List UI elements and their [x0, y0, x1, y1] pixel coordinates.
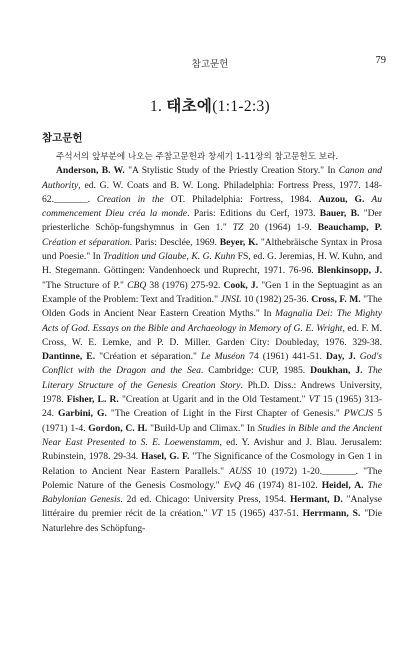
bibliography-body	[42, 150, 382, 536]
chapter-title-text: 태초에	[166, 98, 213, 115]
running-head: 참고문헌	[191, 60, 229, 70]
page-header	[0, 56, 420, 72]
page-number: 79	[375, 55, 386, 66]
section-heading: 참고문헌	[42, 132, 83, 144]
bibliography-entries: Anderson, B. W. "A Stylistic Study of the Priestly Creation Story." In Canon and Authority, ed. G. W. Coats and B. W. Long. Philadelphia: Fortress Press, 1977. 148-62._______. Creation in the OT. Philadelphia: Fortress, 1984. Auzou, G. Au commencement Dieu créa la monde. Paris: Editions du Cerf, 1973. Bauer, B. "Der priesterliche Schöp-fungshymnus in Gen 1." TZ 20 (1964) 1-9. Beauchamp, P. Création et séparation. Paris: Desclée, 1969. Beyer, K. "Althebräische Syntax in Prosa und Poesie." In Tradition und Glaube, K. G. Kuhn FS, ed. G. Jeremias, H. W. Kuhn, and H. Stegemann. Göttingen: Vandenhoeck und Ruprecht, 1971. 76-96. Blenkinsopp, J. "The Structure of P." CBQ 38 (1976) 275-92. Cook, J. "Gen 1 in the Septuagint as an Example of the Problem: Text and Tradition." JNSL 10 (1982) 25-36. Cross, F. M. "The Olden Gods in Ancient Near Eastern Creation Myths." In Magnalia Dei: The Mighty Acts of God. Essays on the Bible and Archaeology in Memory of G. E. Wright, ed. F. M. Cross, W. E. Lemke, and P. D. Miller. Garden City: Doubleday, 1976. 329-38. Dantinne, E. "Création et séparation." Le Muséon 74 (1961) 441-51. Day, J. God's Conflict with the Dragon and the Sea. Cambridge: CUP, 1985. Doukhan, J. The Literary Structure of the Genesis Creation Story. Ph.D. Diss.: Andrews University, 1978. Fisher, L. R. "Creation at Ugarit and in the Old Testament." VT 15 (1965) 313-24. Garbini, G. "The Creation of Light in the First Chapter of Genesis." PWCJS 5 (1971) 1-4. Gordon, C. H. "Build-Up and Climax." In Studies in Bible and the Ancient Near East Presented to S. E. Loewenstamm, ed. Y. Avishur and J. Blau. Jerusalem: Rubinstein, 1978. 29-34. Hasel, G. F. "The Significance of the Cosmology in Gen 1 in Relation to Ancient Near Eastern Parallels." AUSS 10 (1972) 1-20._______. "The Polemic Nature of the Genesis Cosmology." EvQ 46 (1974) 81-102. Heidel, A. The Babylonian Genesis. 2d ed. Chicago: University Press, 1954. Hermant, D. "Analyse littéraire du premier récit de la création." VT 15 (1965) 437-51. Herrmann, S. "Die Naturlehre des Schöpfung-	[42, 165, 383, 534]
chapter-title	[0, 94, 420, 116]
chapter-reference: (1:1-2:3)	[212, 98, 271, 115]
chapter-number: 1.	[149, 98, 163, 115]
intro-paragraph: 주석서의 앞부분에 나오는 주참고문헌과 창세기 1-11장의 참고문헌도 보라.	[56, 152, 339, 162]
